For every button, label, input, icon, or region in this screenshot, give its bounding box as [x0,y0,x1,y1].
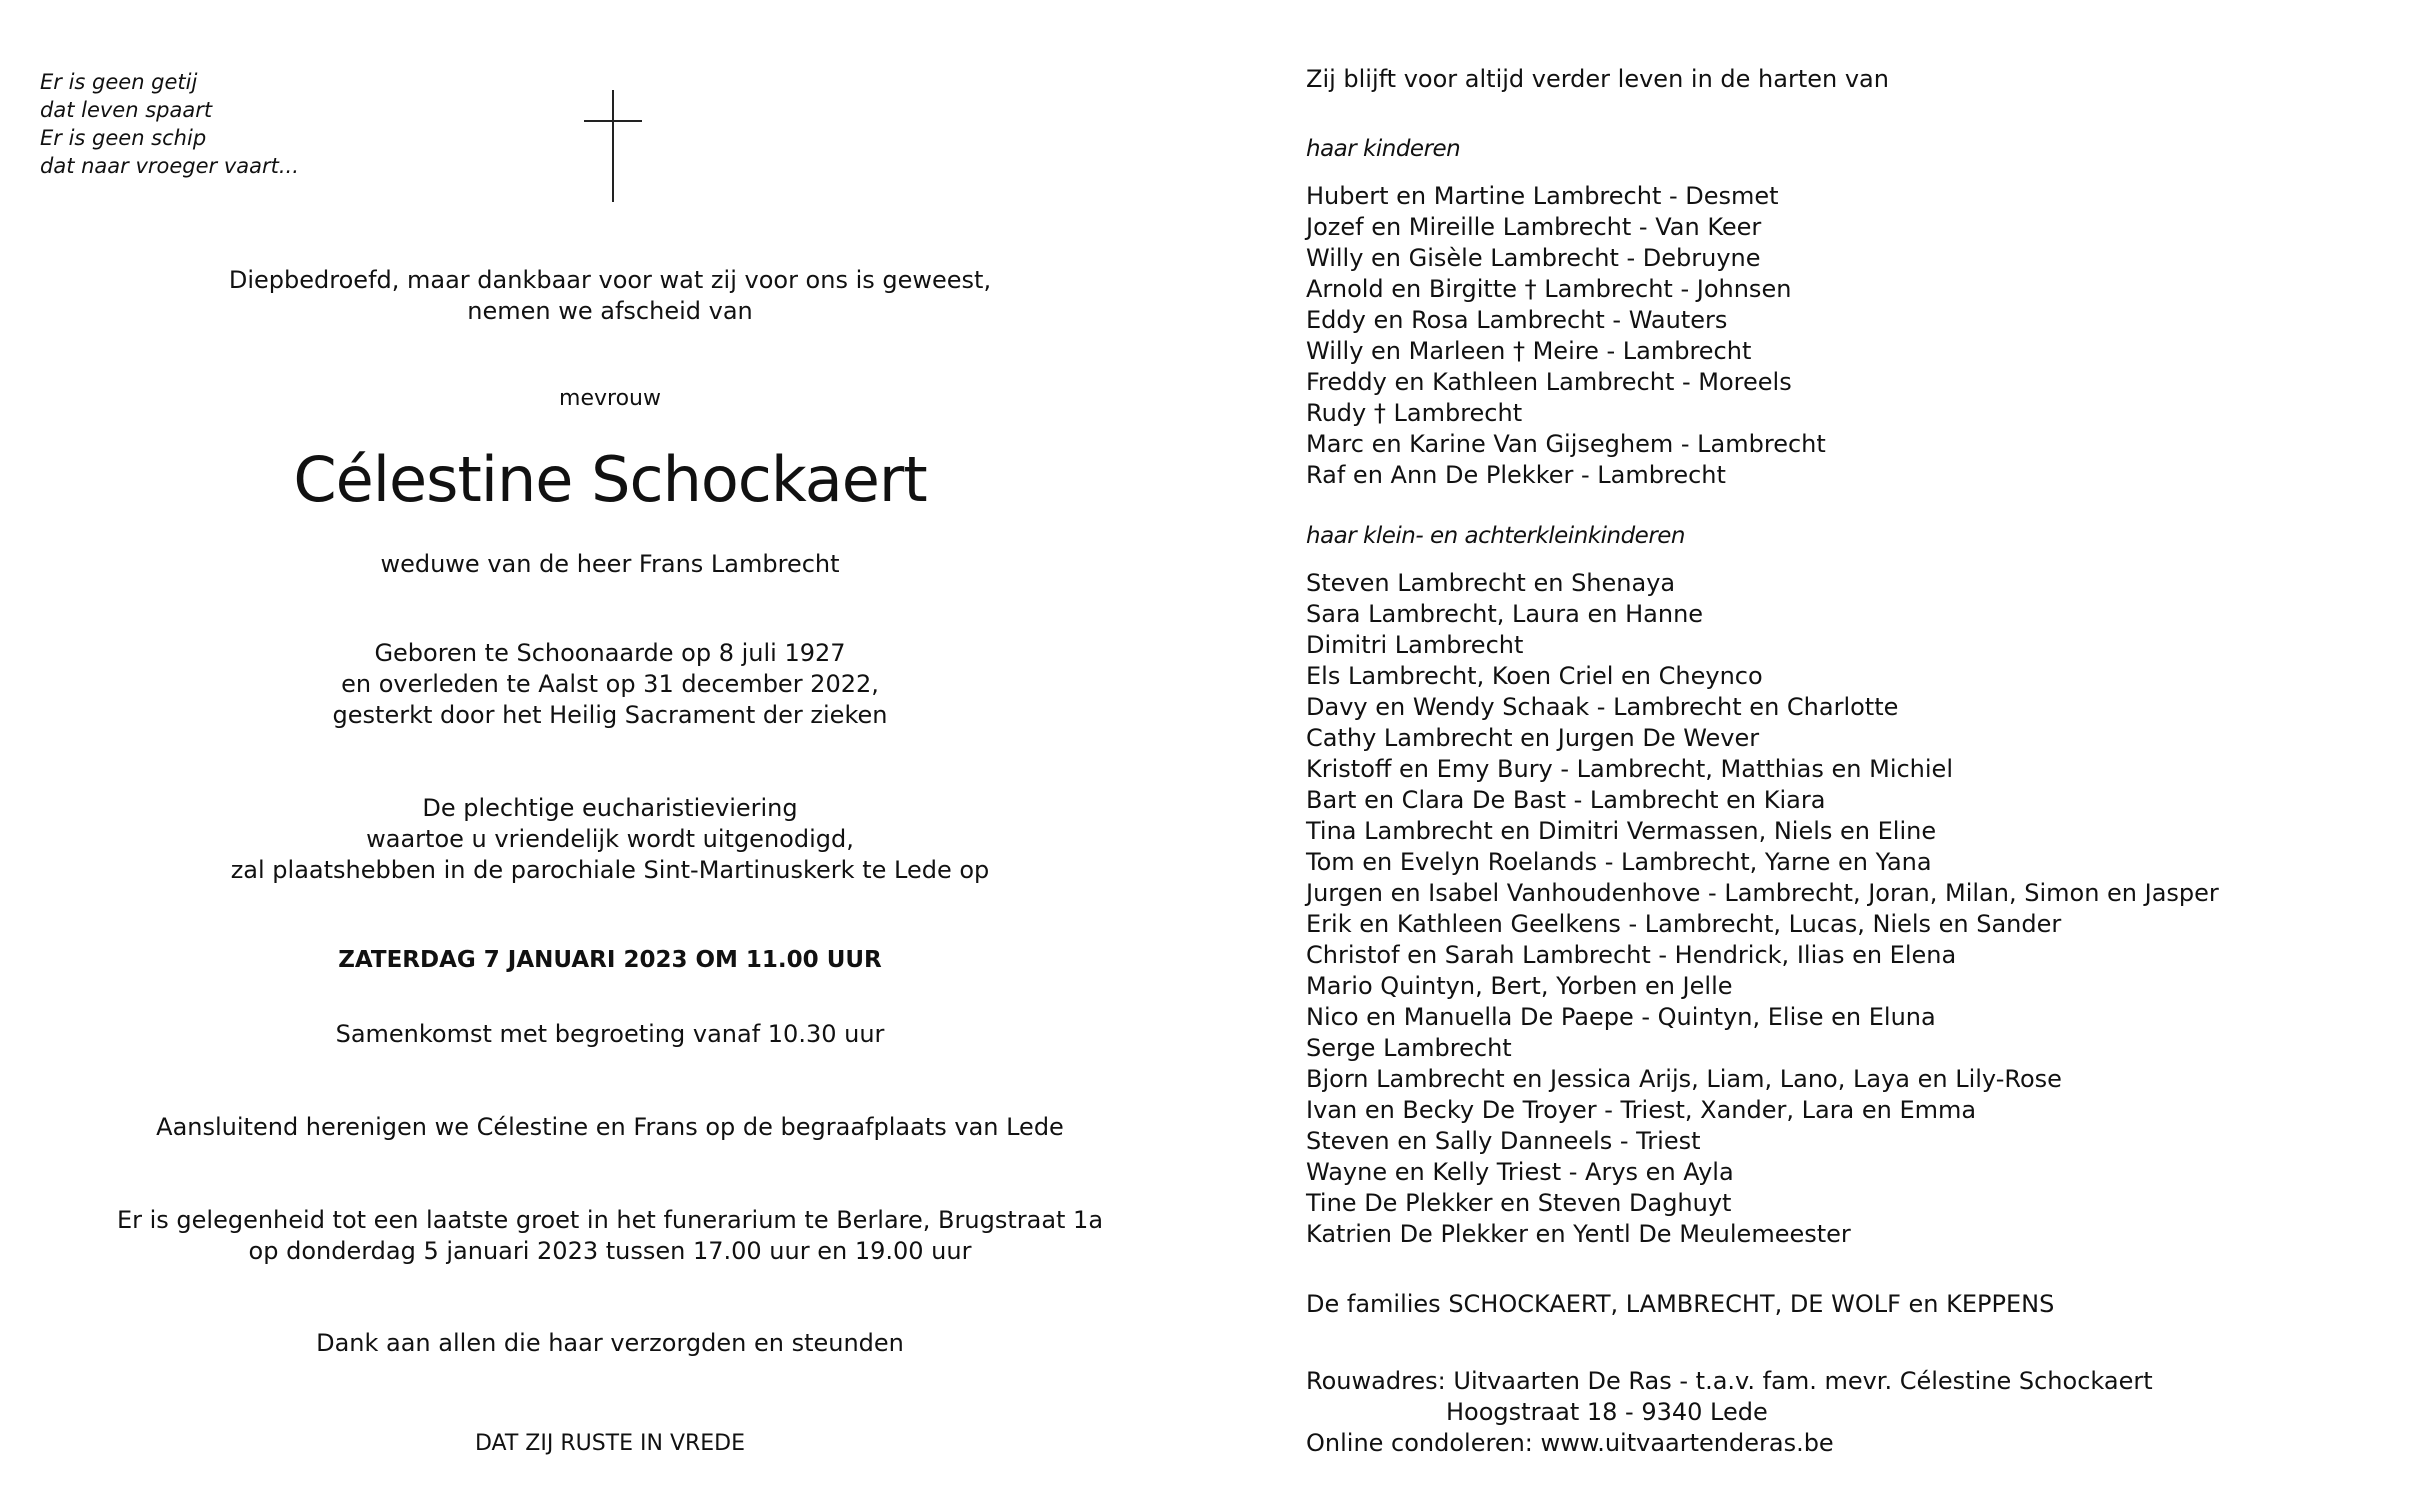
list-item: Christof en Sarah Lambrecht - Hendrick, Ilias en Elena [1306,941,1957,969]
list-item: Freddy en Kathleen Lambrecht - Moreels [1306,368,1792,396]
list-item: Raf en Ann De Plekker - Lambrecht [1306,461,1726,489]
list-item: Eddy en Rosa Lambrecht - Wauters [1306,306,1728,334]
birth-death-text [0,638,1220,731]
ceremony-text [0,793,1220,886]
children-list [1306,181,1826,491]
poem-line: Er is geen getij [40,70,198,94]
list-item: Serge Lambrecht [1306,1034,1512,1062]
poem-line: dat leven spaart [40,98,213,122]
birth-death-line: gesterkt door het Heilig Sacrament der zieken [332,701,888,729]
widow-line: weduwe van de heer Frans Lambrecht [380,550,840,578]
online-condolence-link[interactable]: Online condoleren: www.uitvaartenderas.be [1306,1429,1834,1457]
list-item: Kristoff en Emy Bury - Lambrecht, Matthias en Michiel [1306,755,1953,783]
list-item: Arnold en Birgitte † Lambrecht - Johnsen [1306,275,1792,303]
list-item: Tina Lambrecht en Dimitri Vermassen, Niels en Eline [1306,817,1937,845]
gathering-text: Samenkomst met begroeting vanaf 10.30 uur [335,1020,885,1048]
children-heading: haar kinderen [1306,136,1461,162]
list-item: Willy en Marleen † Meire - Lambrecht [1306,337,1752,365]
deceased-name: Célestine Schockaert [293,443,927,516]
address-block [1306,1366,2153,1459]
list-item: Bjorn Lambrecht en Jessica Arijs, Liam, Lano, Laya en Lily-Rose [1306,1065,2062,1093]
intro-line: Diepbedroefd, maar dankbaar voor wat zij voor ons is geweest, [228,266,992,294]
birth-death-line: Geboren te Schoonaarde op 8 juli 1927 [374,639,846,667]
list-item: Dimitri Lambrecht [1306,631,1524,659]
list-item: Els Lambrecht, Koen Criel en Cheynco [1306,662,1763,690]
list-item: Tine De Plekker en Steven Daghuyt [1306,1189,1732,1217]
families-line: De families SCHOCKAERT, LAMBRECHT, DE WOLF en KEPPENS [1306,1290,2055,1318]
list-item: Wayne en Kelly Triest - Arys en Ayla [1306,1158,1734,1186]
address-line: Rouwadres: Uitvaarten De Ras - t.a.v. fam. mevr. Célestine Schockaert [1306,1367,2153,1395]
list-item: Rudy † Lambrecht [1306,399,1523,427]
list-item: Steven en Sally Danneels - Triest [1306,1127,1701,1155]
list-item: Cathy Lambrecht en Jurgen De Wever [1306,724,1760,752]
list-item: Jozef en Mireille Lambrecht - Van Keer [1306,213,1762,241]
poem-line: dat naar vroeger vaart... [40,154,299,178]
poem-line: Er is geen schip [40,126,207,150]
visitation-line: op donderdag 5 januari 2023 tussen 17.00 uur en 19.00 uur [248,1237,972,1265]
poem [40,68,299,180]
visitation-line: Er is gelegenheid tot een laatste groet in het funerarium te Berlare, Brugstraat 1a [116,1206,1104,1234]
visitation-text [0,1205,1220,1267]
burial-text: Aansluitend herenigen we Célestine en Frans op de begraafplaats van Lede [156,1113,1064,1141]
list-item: Mario Quintyn, Bert, Yorben en Jelle [1306,972,1733,1000]
list-item: Nico en Manuella De Paepe - Quintyn, Elise en Eluna [1306,1003,1936,1031]
ceremony-date: ZATERDAG 7 JANUARI 2023 OM 11.00 UUR [338,947,882,973]
rest-in-peace: DAT ZIJ RUSTE IN VREDE [474,1431,746,1456]
list-item: Willy en Gisèle Lambrecht - Debruyne [1306,244,1761,272]
list-item: Sara Lambrecht, Laura en Hanne [1306,600,1704,628]
cross-icon [584,90,642,202]
right-intro: Zij blijft voor altijd verder leven in de harten van [1306,65,1889,93]
birth-death-line: en overleden te Aalst op 31 december 2022, [341,670,879,698]
right-panel [1306,0,2406,1509]
list-item: Steven Lambrecht en Shenaya [1306,569,1676,597]
grandchildren-list [1306,568,2219,1250]
list-item: Tom en Evelyn Roelands - Lambrecht, Yarne en Yana [1306,848,1932,876]
ceremony-line: De plechtige eucharistieviering [422,794,798,822]
list-item: Erik en Kathleen Geelkens - Lambrecht, Lucas, Niels en Sander [1306,910,2062,938]
intro-line: nemen we afscheid van [467,297,753,325]
ceremony-line: waartoe u vriendelijk wordt uitgenodigd, [366,825,854,853]
list-item: Marc en Karine Van Gijseghem - Lambrecht [1306,430,1826,458]
salutation: mevrouw [559,386,661,411]
list-item: Ivan en Becky De Troyer - Triest, Xander, Lara en Emma [1306,1096,1977,1124]
list-item: Davy en Wendy Schaak - Lambrecht en Charlotte [1306,693,1899,721]
list-item: Jurgen en Isabel Vanhoudenhove - Lambrecht, Joran, Milan, Simon en Jasper [1306,879,2219,907]
ceremony-line: zal plaatshebben in de parochiale Sint-Martinuskerk te Lede op [230,856,990,884]
thanks-text: Dank aan allen die haar verzorgden en steunden [316,1329,904,1357]
list-item: Katrien De Plekker en Yentl De Meulemeester [1306,1220,1851,1248]
grandchildren-heading: haar klein- en achterkleinkinderen [1306,523,1685,549]
list-item: Hubert en Martine Lambrecht - Desmet [1306,182,1779,210]
address-line: Hoogstraat 18 - 9340 Lede [1446,1398,1768,1426]
list-item: Bart en Clara De Bast - Lambrecht en Kiara [1306,786,1826,814]
intro-text [0,265,1220,327]
